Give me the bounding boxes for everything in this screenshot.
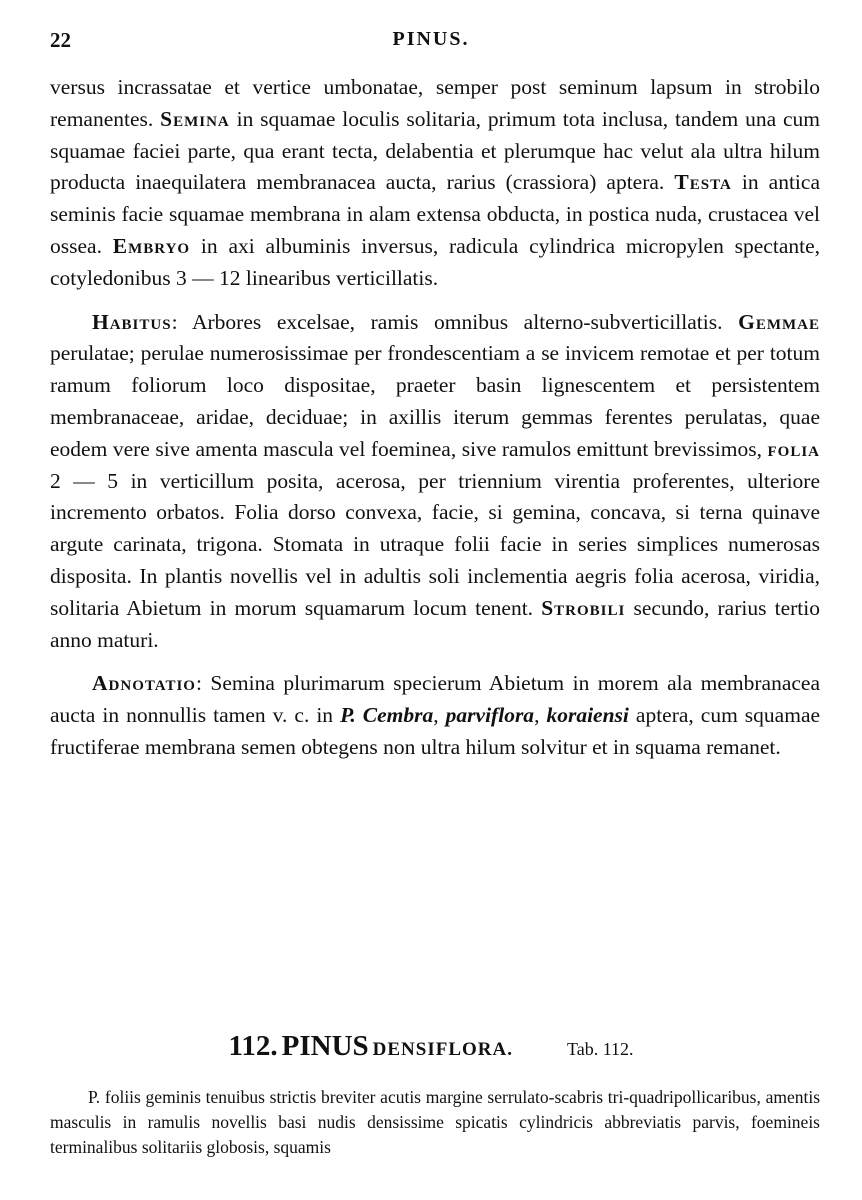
text-segment: in antica seminis facie squamae membrana in alam extensa obducta, in postica nuda, crustacea vel ossea. (50, 170, 820, 258)
term-semina: Semina (160, 106, 230, 131)
species-name-koraiensis: koraiensi (546, 703, 629, 728)
species-name-cembra: P. Cembra (340, 703, 434, 728)
page-number: 22 (50, 28, 71, 52)
paragraph-seeds (50, 72, 820, 295)
species-name-parviflora: parviflora (445, 703, 535, 728)
term-strobili: Strobili (541, 595, 626, 620)
species-diagnosis: P. foliis geminis tenuibus strictis breviter acutis margine serrulato-scabris tri-quadripollicaribus, amentis masculis in ramulis novellis basi nudis densissime spicatis cylindricis abbreviatis parvis, foemineis terminalibus solitariis globosis, squamis (50, 1087, 820, 1157)
text-segment: , (433, 703, 446, 728)
page-header (0, 28, 862, 58)
running-title: PINUS. (392, 28, 470, 50)
species-heading (0, 1030, 862, 1063)
term-habitus: Habitus (92, 309, 172, 334)
paragraph-habitus (50, 307, 820, 657)
plate-reference: Tab. 112. (566, 1039, 634, 1059)
text-segment: versus incrassatae et vertice umbonatae, semper post seminum lapsum in strobilo remanentes. (50, 75, 820, 131)
text-segment: : Semina plurimarum specierum Abietum in morem ala membranacea aucta in nonnullis tamen v. c. in (50, 671, 820, 728)
text-segment: secundo, rarius tertio anno maturi. (50, 595, 820, 652)
text-segment: 2 — 5 in verticillum posita, acerosa, per triennium virentia proferentes, ulteriore incremento orbatos. Folia dorso convexa, facie, si gemina, concava, si terna quinave argute carinata, trigona. Stomata in utraque folii facie in series simplices numerosas disposita. In plantis novellis vel in adultis soli inclementia aegris folia acerosa, viridia, solitaria Abietum in morum squamarum locum tenent. (50, 468, 820, 620)
species-epithet: DENSIFLORA. (372, 1039, 513, 1060)
text-segment: : Arbores excelsae, ramis omnibus alterno-subverticillatis. (171, 309, 739, 334)
species-genus: PINUS (281, 1030, 369, 1062)
term-folia: folia (767, 436, 820, 461)
body-text (50, 72, 820, 764)
species-number: 112. (228, 1030, 278, 1062)
text-segment: in axi albuminis inversus, radicula cylindrica micropylen spectante, cotyledonibus 3 — 12 linearibus verticillatis. (50, 233, 820, 290)
term-embryo: Embryo (112, 233, 191, 258)
text-segment: perulatae; perulae numerosissimae per frondescentiam a se invicem remotae et per totum ramum foliorum loco dispositae, praeter basin lignescentem et persistentem membranaceae, aridae, deciduae; in axillis iterum gemmas ferentes perulatas, quae eodem vere sive amenta mascula vel foeminea, sive ramulos emittunt brevissimos, (50, 341, 820, 461)
term-adnotatio: Adnotatio (92, 671, 196, 696)
text-segment: aptera, cum squamae fructiferae membrana semen obtegens non ultra hilum solvitur et in squama remanet. (50, 703, 821, 759)
term-gemmae: Gemmae (738, 309, 820, 334)
text-segment: in squamae loculis solitaria, primum tota inclusa, tandem una cum squamae faciei parte, qua erant tecta, delabentia et plerumque hac velut ala ultra hilum producta inaequilatera membranacea aucta, rarius (crassiora) aptera. (50, 106, 820, 195)
text-segment: , (534, 703, 547, 728)
term-testa: Testa (674, 170, 732, 195)
paragraph-adnotatio (50, 668, 820, 763)
